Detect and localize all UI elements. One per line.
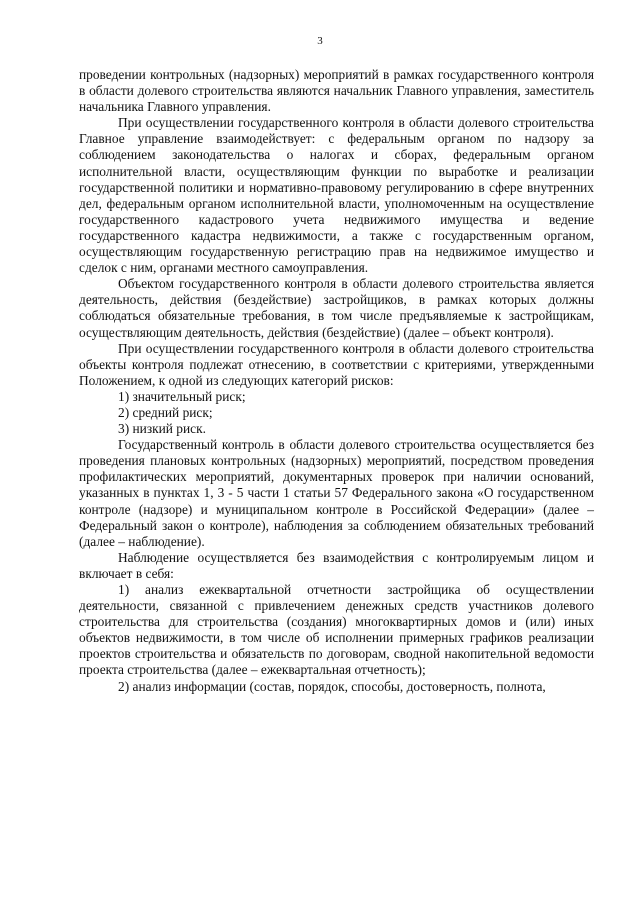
paragraph-observation: Наблюдение осуществляется без взаимодействия с контролируемым лицом и включает в себя: [79, 549, 594, 581]
paragraph-continuation: проведении контрольных (надзорных) мероприятий в рамках государственного контроля в области долевого строительства являются начальник Главного управления, заместитель начальника Главного управления. [79, 67, 594, 115]
list-item-risk-low: 3) низкий риск. [118, 421, 206, 437]
list-item-risk-medium: 2) средний риск; [118, 404, 213, 420]
paragraph-interaction: При осуществлении государственного контроля в области долевого строительства Главное управление взаимодействует: с федеральным органом по надзору за соблюдением законодательства о налогах и сборах, федеральным органом исполнительной власти, осуществляющим функции по выработке и реализации государственной политики и нормативно-правовому регулированию в сфере внутренних дел, федеральным органом исполнительной власти, уполномоченным на осуществление государственного кадастрового учета недвижимого имущества и ведение государственного кадастра недвижимости, а также с государственным органом, осуществляющим государственную регистрацию прав на недвижимое имущество и сделок с ним, органами местного самоуправления. [79, 115, 594, 276]
list-item-risk-significant: 1) значительный риск; [118, 388, 246, 404]
paragraph-control-object: Объектом государственного контроля в области долевого строительства является деятельность, действия (бездействие) застройщиков, в рамках которых должны соблюдаться обязательные требования, в том числе предъявляемые к застройщикам, осуществляющим деятельность, действия (бездействие) (далее – объект контроля). [79, 276, 594, 340]
list-item-quarterly-reporting: 1) анализ ежеквартальной отчетности застройщика об осуществлении деятельности, связанной с привлечением денежных средств участников долевого строительства для строительства (создания) многоквартирных домов и (или) иных объектов недвижимости, в том числе об исполнении примерных графиков реализации проектов строительства и обязательств по договорам, сводной накопительной ведомости проекта строительства (далее – ежеквартальная отчетность); [79, 582, 594, 678]
list-item-information-analysis: 2) анализ информации (состав, порядок, способы, достоверность, полнота, [118, 678, 546, 694]
paragraph-risk-categories: При осуществлении государственного контроля в области долевого строительства объекты контроля подлежат отнесению, в соответствии с критериями, утвержденными Положением, к одной из следующих категорий рисков: [79, 340, 594, 388]
page-number: 3 [317, 35, 323, 47]
document-body [79, 67, 594, 695]
paragraph-control-methods: Государственный контроль в области долевого строительства осуществляется без проведения плановых контрольных (надзорных) мероприятий, посредством проведения профилактических мероприятий, документарных проверок при наличии оснований, указанных в пунктах 1, 3 - 5 части 1 статьи 57 Федерального закона «О государственном контроле (надзоре) и муниципальном контроле в Российской Федерации» (далее – Федеральный закон о контроле), наблюдения за соблюдением обязательных требований (далее – наблюдение). [79, 437, 594, 549]
